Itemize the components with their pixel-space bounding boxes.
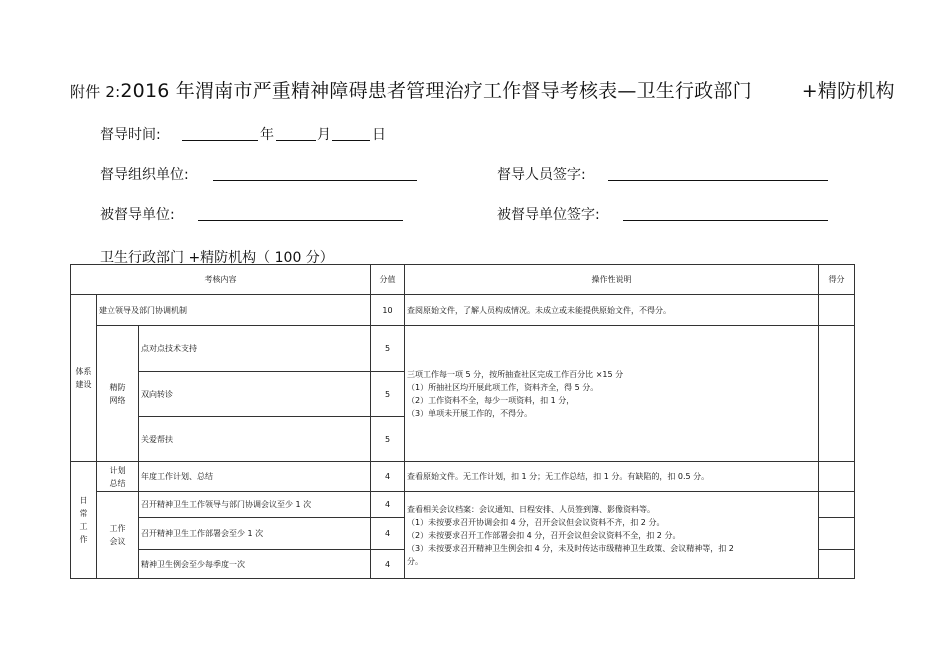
table-row — [71, 492, 855, 518]
points-cell: 5 — [371, 417, 405, 462]
item-annual-plan: 年度工作计划、总结 — [139, 462, 371, 492]
subcategory-network: 精防 网络 — [97, 326, 139, 462]
section-title: 卫生行政部门 +精防机构（ 100 分） — [100, 250, 334, 266]
table-row — [71, 295, 855, 326]
supervision-time-label: 督导时间: — [100, 127, 161, 143]
points-cell: 4 — [371, 492, 405, 518]
table-row — [71, 462, 855, 492]
subcategory-work-meeting: 工作 会议 — [97, 492, 139, 579]
supervised-unit-label: 被督导单位: — [100, 207, 175, 223]
supervisor-signature-blank[interactable] — [608, 180, 828, 181]
instruction-cell: 查看原始文件。无工作计划，扣 1 分；无工作总结，扣 1 分。有缺陷的，扣 0.5 分。 — [405, 462, 819, 492]
points-cell: 4 — [371, 550, 405, 579]
item-coordination-meeting: 召开精神卫生工作领导与部门协调会议至少 1 次 — [139, 492, 371, 518]
organizing-unit-label: 督导组织单位: — [100, 167, 189, 183]
item-technical-support: 点对点技术支持 — [139, 326, 371, 372]
day-blank[interactable] — [332, 140, 370, 141]
month-blank[interactable] — [276, 140, 316, 141]
points-cell: 4 — [371, 518, 405, 550]
title-suffix: +精防机构 — [801, 80, 895, 102]
score-cell[interactable] — [819, 462, 855, 492]
item-care-support: 关爱帮扶 — [139, 417, 371, 462]
instruction-meetings: 查看相关会议档案：会议通知、日程安排、人员签到簿、影像资料等。 （1）未按要求召开协调会扣 4 分，召开会议但会议资料不齐，扣 2 分。 （2）未按要求召开工作部署会扣 4 分，召开会议但会议资料不全，扣 2 分。 （3）未按要求召开精神卫生例会扣 4 分，未及时传达市级精神卫生政策、会议精神等，扣 2 分。 — [405, 492, 819, 579]
category-daily-work: 日 常 工 作 — [71, 462, 97, 579]
subcategory-plan-summary: 计划 总结 — [97, 462, 139, 492]
item-deployment-meeting: 召开精神卫生工作部署会至少 1 次 — [139, 518, 371, 550]
points-cell: 5 — [371, 326, 405, 372]
item-leadership-mechanism: 建立领导及部门协调机制 — [97, 295, 371, 326]
attachment-label: 附件 2: — [70, 83, 121, 101]
item-two-way-referral: 双向转诊 — [139, 372, 371, 417]
score-cell[interactable] — [819, 518, 855, 550]
points-cell: 4 — [371, 462, 405, 492]
title-text: 2016 年渭南市严重精神障碍患者管理治疗工作督导考核表—卫生行政部门 — [120, 80, 752, 102]
supervised-signature-label: 被督导单位签字: — [497, 207, 600, 223]
assessment-table — [70, 264, 855, 579]
month-label: 月 — [317, 127, 331, 143]
header-score: 得分 — [819, 265, 855, 295]
day-label: 日 — [372, 127, 386, 143]
table-header-row — [71, 265, 855, 295]
points-cell: 5 — [371, 372, 405, 417]
item-quarterly-meeting: 精神卫生例会至少每季度一次 — [139, 550, 371, 579]
score-cell[interactable] — [819, 326, 855, 462]
organizing-unit-blank[interactable] — [213, 180, 417, 181]
instruction-cell: 查阅原始文件，了解人员构成情况。未成立或未能提供原始文件，不得分。 — [405, 295, 819, 326]
score-cell[interactable] — [819, 295, 855, 326]
category-system-building: 体系 建设 — [71, 295, 97, 462]
points-cell: 10 — [371, 295, 405, 326]
table-row — [71, 326, 855, 372]
document-title — [70, 76, 895, 103]
score-cell[interactable] — [819, 550, 855, 579]
header-content: 考核内容 — [71, 265, 371, 295]
header-points: 分值 — [371, 265, 405, 295]
score-cell[interactable] — [819, 492, 855, 518]
supervised-unit-blank[interactable] — [198, 220, 403, 221]
supervised-signature-blank[interactable] — [623, 220, 828, 221]
header-instructions: 操作性说明 — [405, 265, 819, 295]
instruction-network: 三项工作每一项 5 分，按所抽查社区完成工作百分比 ×15 分 （1）所抽社区均开展此项工作，资料齐全，得 5 分。 （2）工作资料不全，每少一项资料，扣 1 分， （3）单项未开展工作的，不得分。 — [405, 326, 819, 462]
year-blank[interactable] — [182, 140, 258, 141]
year-label: 年 — [260, 127, 274, 143]
supervisor-signature-label: 督导人员签字: — [497, 167, 586, 183]
